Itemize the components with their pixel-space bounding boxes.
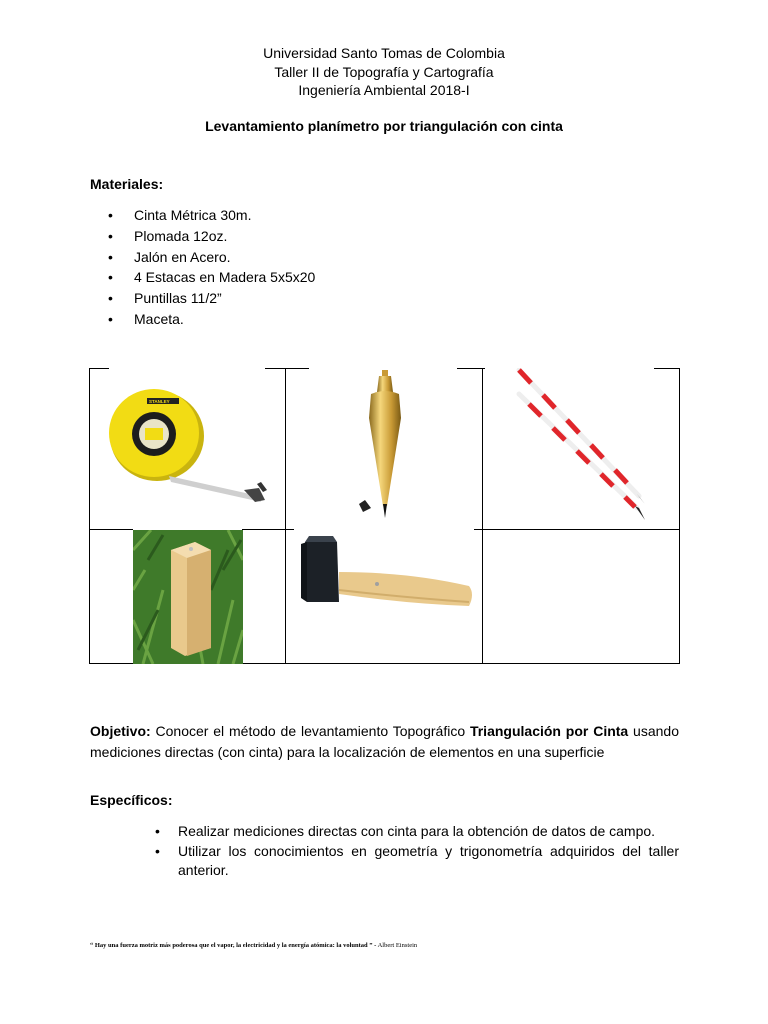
list-item: • Utilizar los conocimientos en geometría y trigonometría adquiridos del taller anterior.	[133, 842, 679, 881]
objective-label: Objetivo:	[90, 723, 151, 739]
footnote-quote	[90, 942, 417, 949]
course-name: Taller II de Topografía y Cartografía	[274, 63, 494, 80]
table-border	[242, 529, 294, 530]
document-header	[0, 44, 768, 100]
plumb-bob-image	[349, 368, 419, 523]
tape-brand-label: STANLEY	[149, 399, 170, 404]
document-title: Levantamiento planímetro por triangulación con cinta	[205, 118, 563, 134]
wooden-stake-image	[133, 530, 243, 664]
quote-author: Albert Einstein	[376, 942, 418, 949]
table-border	[457, 368, 485, 369]
range-pole-image	[509, 368, 654, 523]
hammer-image	[299, 532, 479, 628]
tools-image-table	[89, 368, 680, 664]
table-border	[474, 529, 680, 530]
objective-term: Triangulación por Cinta	[469, 723, 629, 739]
materials-heading: Materiales:	[90, 176, 164, 192]
list-item: • Puntillas 11/2”	[90, 288, 315, 309]
table-border	[654, 368, 680, 369]
table-border	[89, 529, 133, 530]
quote-text: “ Hay una fuerza motriz más poderosa que el vapor, la electricidad y la energía atómica: la voluntad ” -	[90, 942, 377, 949]
list-item: • Cinta Métrica 30m.	[90, 205, 315, 226]
university-name: Universidad Santo Tomas de Colombia	[263, 45, 505, 61]
materials-list	[90, 205, 315, 330]
table-border	[482, 368, 483, 664]
table-border	[89, 368, 90, 664]
tape-measure-image	[109, 378, 269, 513]
program-name: Ingeniería Ambiental 2018-I	[298, 82, 470, 98]
list-item: • 4 Estacas en Madera 5x5x20	[90, 267, 315, 288]
table-border	[89, 368, 109, 369]
specifics-heading: Específicos:	[90, 792, 173, 808]
list-item: • Jalón en Acero.	[90, 247, 315, 268]
list-item: • Maceta.	[90, 309, 315, 330]
table-border	[265, 368, 309, 369]
specifics-list	[133, 822, 679, 881]
objective-paragraph	[90, 721, 679, 762]
table-border	[679, 368, 680, 664]
objective-text-1: Conocer el método de levantamiento Topográfico	[150, 723, 470, 739]
list-item: • Realizar mediciones directas con cinta para la obtención de datos de campo.	[133, 822, 679, 842]
list-item: • Plomada 12oz.	[90, 226, 315, 247]
table-border	[285, 368, 286, 664]
objective-text-2: usando mediciones directas (con cinta) para la localización de elementos en una superficie	[90, 723, 679, 760]
